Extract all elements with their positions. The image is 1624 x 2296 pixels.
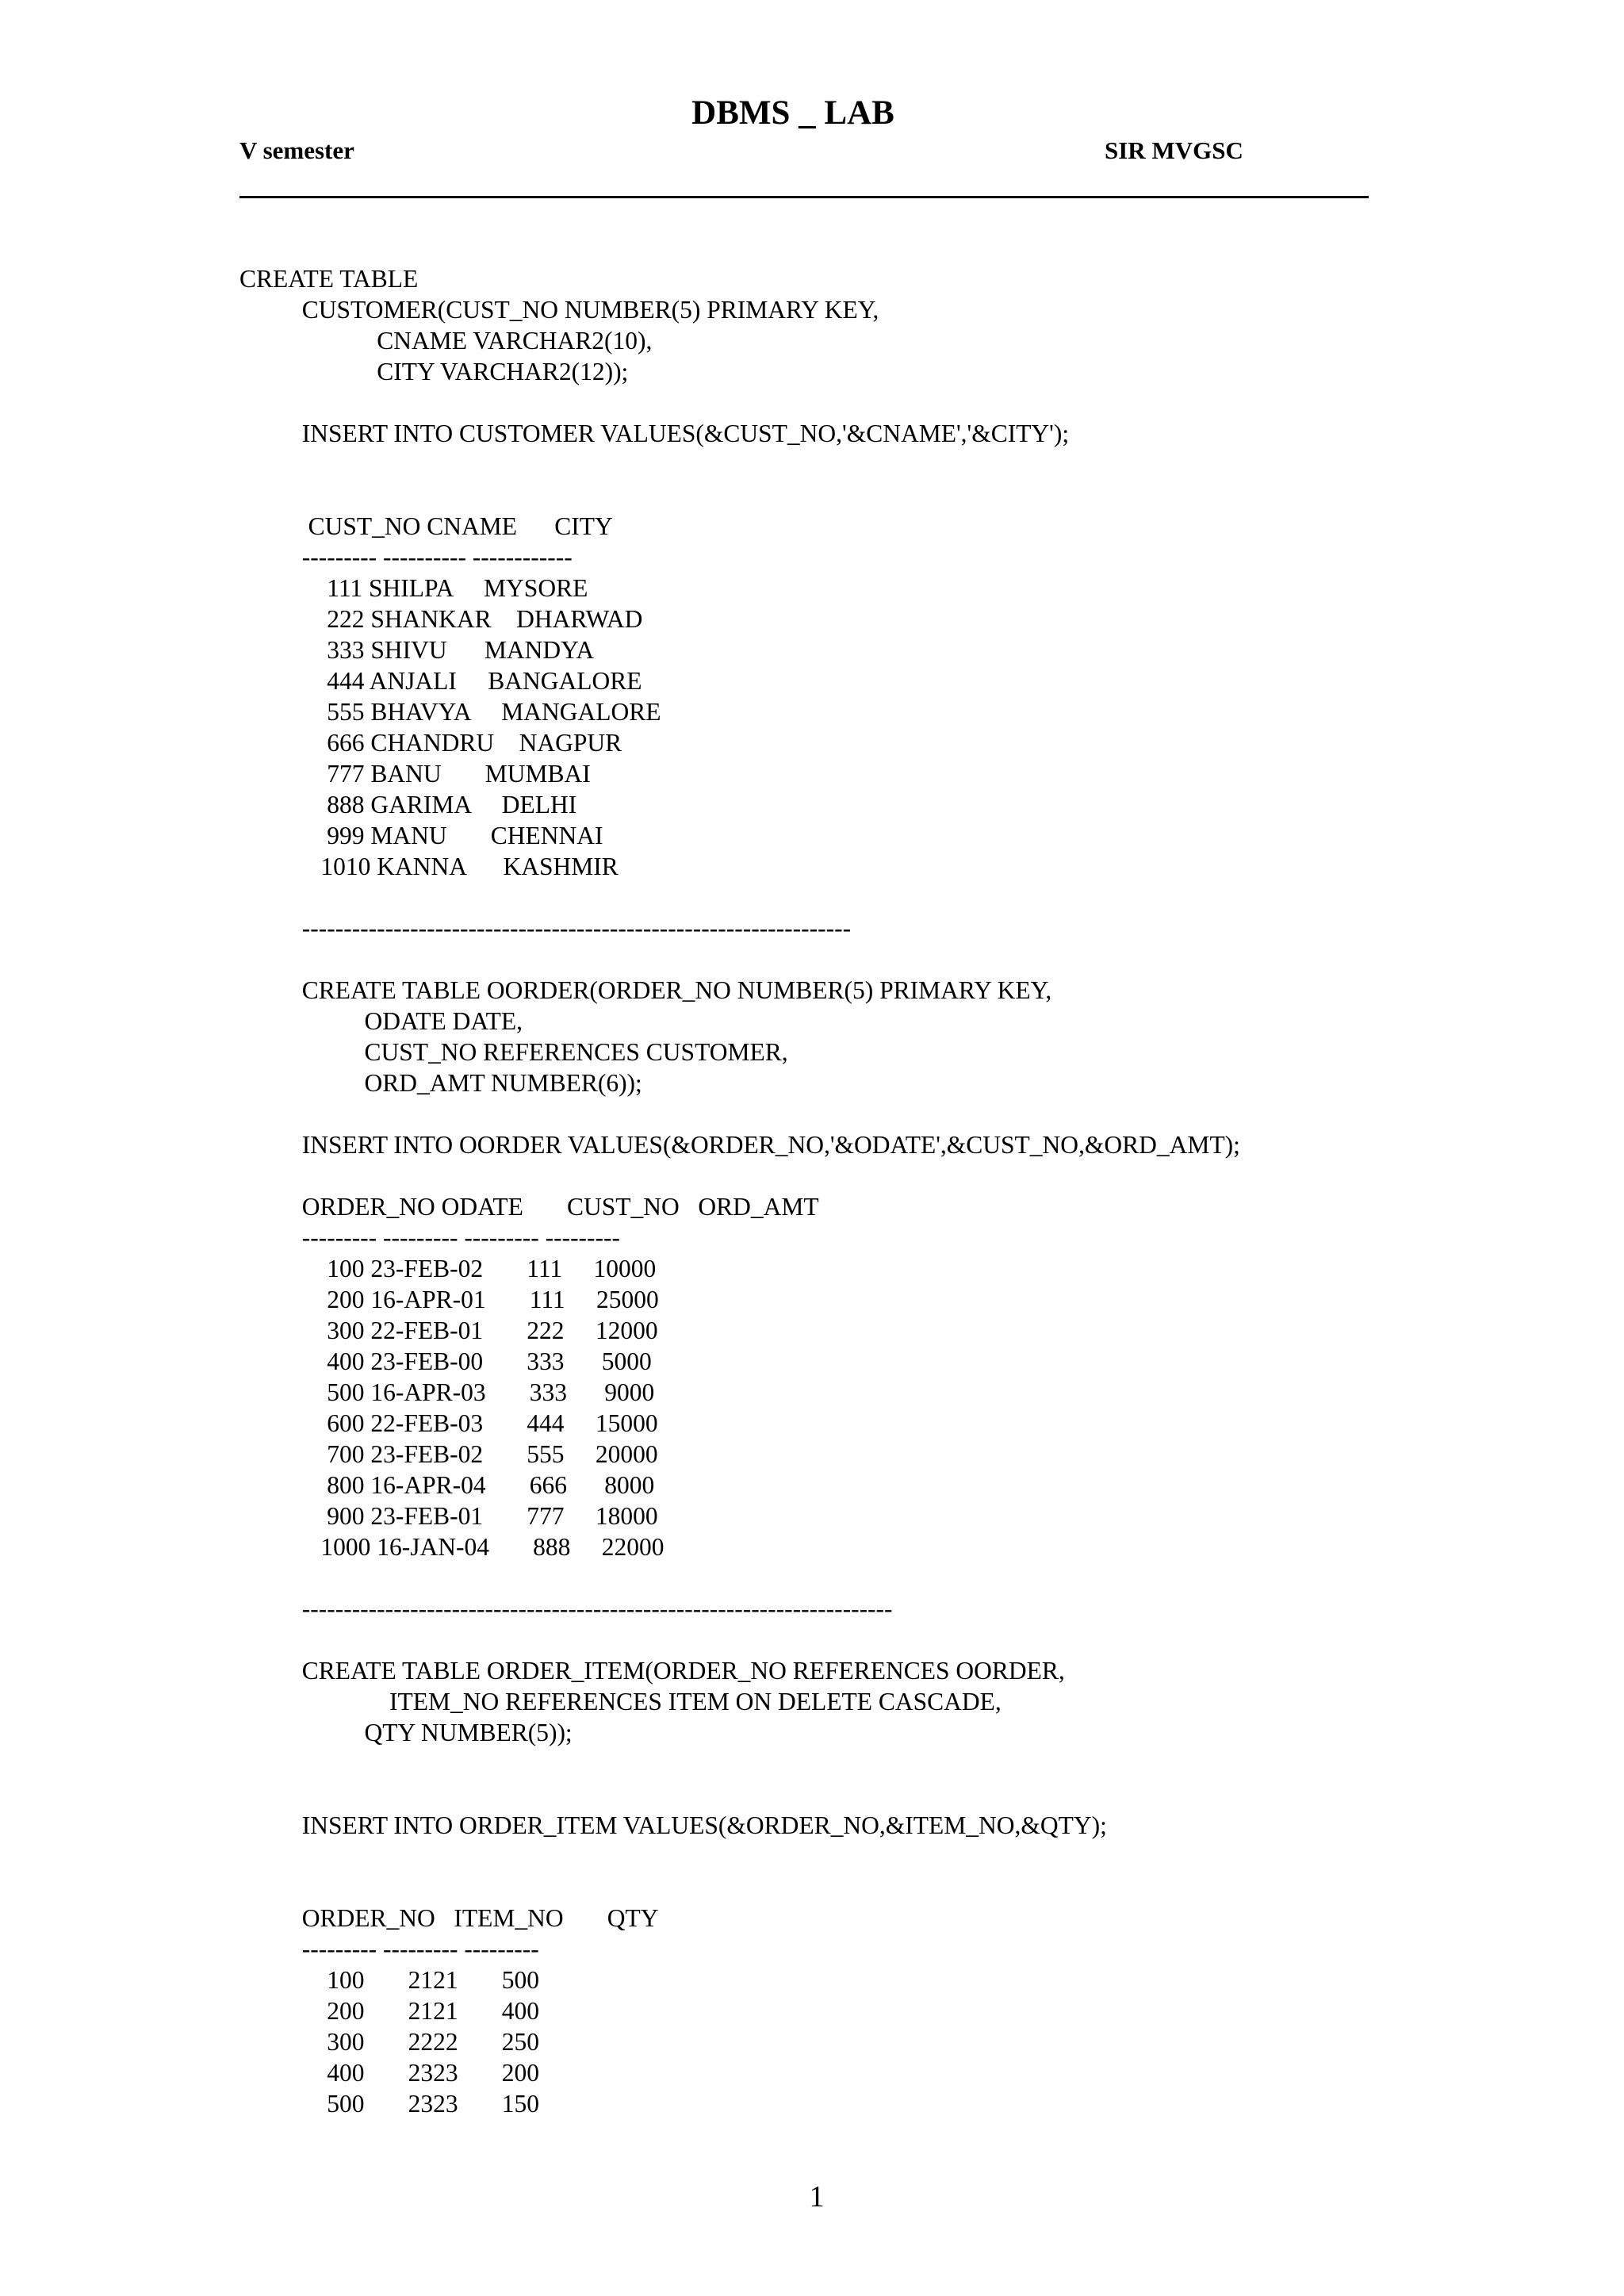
text-line	[239, 882, 1240, 913]
text-line: 400 2323 200	[239, 2059, 539, 2087]
text-line: --------- ---------- ------------	[239, 543, 573, 571]
text-line: CUST_NO REFERENCES CUSTOMER,	[239, 1038, 788, 1066]
text-line: INSERT INTO CUSTOMER VALUES(&CUST_NO,'&CNAME','&CITY');	[239, 420, 1070, 447]
text-line: CITY VARCHAR2(12));	[239, 358, 629, 385]
text-line: 400 23-FEB-00 333 5000	[239, 1347, 652, 1375]
text-line	[239, 1160, 1240, 1191]
text-line: ORDER_NO ITEM_NO QTY	[239, 1904, 659, 1932]
text-line: CUSTOMER(CUST_NO NUMBER(5) PRIMARY KEY,	[239, 296, 879, 324]
text-line: CREATE TABLE ORDER_ITEM(ORDER_NO REFERENCES OORDER,	[239, 1657, 1065, 1685]
text-line: 900 23-FEB-01 777 18000	[239, 1502, 658, 1530]
text-line: ITEM_NO REFERENCES ITEM ON DELETE CASCADE,	[239, 1688, 1002, 1715]
text-line: 200 2121 400	[239, 1997, 539, 2025]
text-line: QTY NUMBER(5));	[239, 1719, 573, 1746]
text-line	[239, 944, 1240, 975]
text-line: 444 ANJALI BANGALORE	[239, 667, 642, 695]
text-line	[239, 449, 1240, 480]
text-line: ODATE DATE,	[239, 1007, 523, 1035]
text-line	[239, 1748, 1240, 1779]
text-line	[239, 1562, 1240, 1593]
text-line: --------- --------- ---------	[239, 1935, 539, 1963]
text-line	[239, 1098, 1240, 1129]
text-line: -----------------------------------------------------------------------	[239, 1595, 893, 1623]
text-line: INSERT INTO ORDER_ITEM VALUES(&ORDER_NO,&ITEM_NO,&QTY);	[239, 1811, 1107, 1839]
text-line: 800 16-APR-04 666 8000	[239, 1471, 655, 1499]
text-line	[239, 1624, 1240, 1655]
text-line: 1000 16-JAN-04 888 22000	[239, 1533, 665, 1561]
text-line: CREATE TABLE OORDER(ORDER_NO NUMBER(5) PRIMARY KEY,	[239, 976, 1052, 1004]
text-line: --------- --------- --------- ---------	[239, 1224, 621, 1251]
text-line: 700 23-FEB-02 555 20000	[239, 1440, 658, 1468]
text-line: 500 16-APR-03 333 9000	[239, 1378, 655, 1406]
text-line: 100 2121 500	[239, 1966, 539, 1994]
header-divider	[239, 196, 1369, 198]
text-line: 666 CHANDRU NAGPUR	[239, 729, 622, 757]
text-line: 777 BANU MUMBAI	[239, 760, 591, 788]
text-line: INSERT INTO OORDER VALUES(&ORDER_NO,'&ODATE',&CUST_NO,&ORD_AMT);	[239, 1131, 1240, 1159]
text-line: CUST_NO CNAME CITY	[239, 512, 613, 540]
text-line: 500 2323 150	[239, 2090, 539, 2118]
text-line: 888 GARIMA DELHI	[239, 791, 577, 818]
text-line: CNAME VARCHAR2(10),	[239, 327, 653, 355]
text-line: 200 16-APR-01 111 25000	[239, 1286, 659, 1313]
text-line: ORD_AMT NUMBER(6));	[239, 1069, 642, 1097]
text-line: 300 2222 250	[239, 2028, 539, 2056]
text-line: 600 22-FEB-03 444 15000	[239, 1409, 658, 1437]
header-semester: V semester	[239, 136, 354, 164]
text-line: 333 SHIVU MANDYA	[239, 636, 595, 664]
text-line: ------------------------------------------------------------------	[239, 914, 852, 942]
text-line: ORDER_NO ODATE CUST_NO ORD_AMT	[239, 1193, 819, 1221]
page-number: 1	[809, 2180, 825, 2214]
sql-listing	[239, 263, 1240, 2119]
header-institution: SIR MVGSC	[1105, 136, 1243, 164]
text-line	[239, 387, 1240, 418]
text-line: 300 22-FEB-01 222 12000	[239, 1317, 658, 1344]
page-title: DBMS _ LAB	[691, 94, 894, 132]
text-line: 100 23-FEB-02 111 10000	[239, 1255, 657, 1282]
text-line	[239, 1779, 1240, 1810]
text-line: 111 SHILPA MYSORE	[239, 574, 588, 602]
text-line: 1010 KANNA KASHMIR	[239, 853, 619, 880]
text-line	[239, 480, 1240, 511]
text-line: 555 BHAVYA MANGALORE	[239, 698, 661, 726]
text-line: 222 SHANKAR DHARWAD	[239, 605, 643, 633]
text-line: 999 MANU CHENNAI	[239, 822, 603, 849]
text-line	[239, 1872, 1240, 1903]
text-line: CREATE TABLE	[239, 265, 419, 293]
text-line	[239, 1841, 1240, 1872]
